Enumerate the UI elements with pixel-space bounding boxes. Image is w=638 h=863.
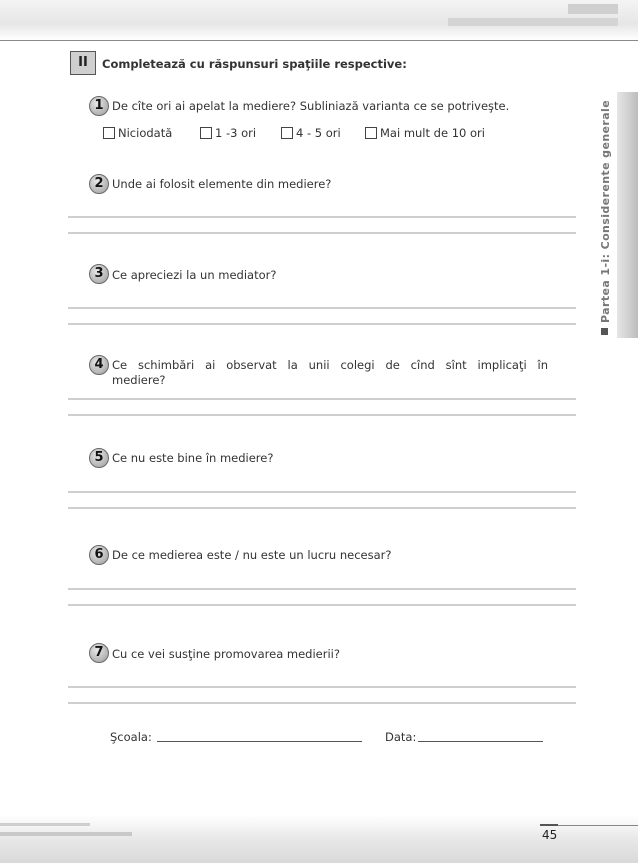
school-input-line[interactable] bbox=[157, 741, 362, 742]
header-decor-block bbox=[568, 4, 618, 14]
question-text-5: Ce nu este bine în mediere? bbox=[112, 451, 274, 465]
date-label: Data: bbox=[385, 730, 417, 744]
answer-line[interactable] bbox=[68, 323, 576, 325]
answer-line[interactable] bbox=[68, 216, 576, 218]
question-text-3: Ce apreciezi la un mediator? bbox=[112, 268, 277, 282]
section-instruction: Completează cu răspunsuri spaţiile respective: bbox=[102, 57, 407, 71]
question-number-6: 6 bbox=[89, 545, 109, 565]
school-label: Şcoala: bbox=[110, 730, 152, 744]
option-1-3[interactable]: 1 -3 ori bbox=[200, 126, 256, 140]
footer-decor-bar bbox=[0, 832, 132, 836]
option-more-than-10[interactable]: Mai mult de 10 ori bbox=[365, 126, 485, 140]
question-text-1: De cîte ori ai apelat la mediere? Subliniază varianta ce se potriveşte. bbox=[112, 99, 510, 113]
answer-line[interactable] bbox=[68, 398, 576, 400]
section-number-badge: II bbox=[70, 51, 96, 75]
answer-line[interactable] bbox=[68, 232, 576, 234]
checkbox[interactable] bbox=[103, 127, 115, 139]
footer-rule-accent bbox=[540, 824, 558, 826]
answer-line[interactable] bbox=[68, 686, 576, 688]
footer-decor-bar bbox=[0, 823, 90, 826]
question-number-4: 4 bbox=[89, 355, 109, 375]
date-field bbox=[385, 730, 543, 744]
question-number-2: 2 bbox=[89, 174, 109, 194]
side-tab bbox=[617, 92, 638, 338]
checkbox[interactable] bbox=[200, 127, 212, 139]
question-text-7: Cu ce vei susţine promovarea medierii? bbox=[112, 647, 340, 661]
header-decor-bar bbox=[448, 18, 618, 26]
question-text-4: Ce schimbări ai observat la unii colegi de cînd sînt implicaţi în mediere? bbox=[112, 358, 548, 387]
header-rule bbox=[0, 40, 638, 41]
answer-line[interactable] bbox=[68, 588, 576, 590]
checkbox[interactable] bbox=[281, 127, 293, 139]
question-text-2: Unde ai folosit elemente din mediere? bbox=[112, 177, 332, 191]
option-4-5[interactable]: 4 - 5 ori bbox=[281, 126, 341, 140]
option-niciodata[interactable]: Niciodată bbox=[103, 126, 172, 140]
page-number: 45 bbox=[542, 828, 558, 842]
checkbox[interactable] bbox=[365, 127, 377, 139]
answer-line[interactable] bbox=[68, 507, 576, 509]
header-band bbox=[0, 0, 638, 40]
date-input-line[interactable] bbox=[418, 741, 543, 742]
question-number-3: 3 bbox=[89, 264, 109, 284]
answer-line[interactable] bbox=[68, 702, 576, 704]
answer-line[interactable] bbox=[68, 491, 576, 493]
answer-line[interactable] bbox=[68, 414, 576, 416]
answer-line[interactable] bbox=[68, 307, 576, 309]
answer-line[interactable] bbox=[68, 604, 576, 606]
question-number-1: 1 bbox=[89, 96, 109, 116]
question-number-7: 7 bbox=[89, 643, 109, 663]
question-number-5: 5 bbox=[89, 448, 109, 468]
side-label: Partea 1-i: Considerente generale bbox=[599, 85, 613, 335]
square-bullet-icon bbox=[601, 328, 608, 335]
question-text-6: De ce medierea este / nu este un lucru necesar? bbox=[112, 548, 392, 562]
school-field bbox=[110, 730, 362, 744]
